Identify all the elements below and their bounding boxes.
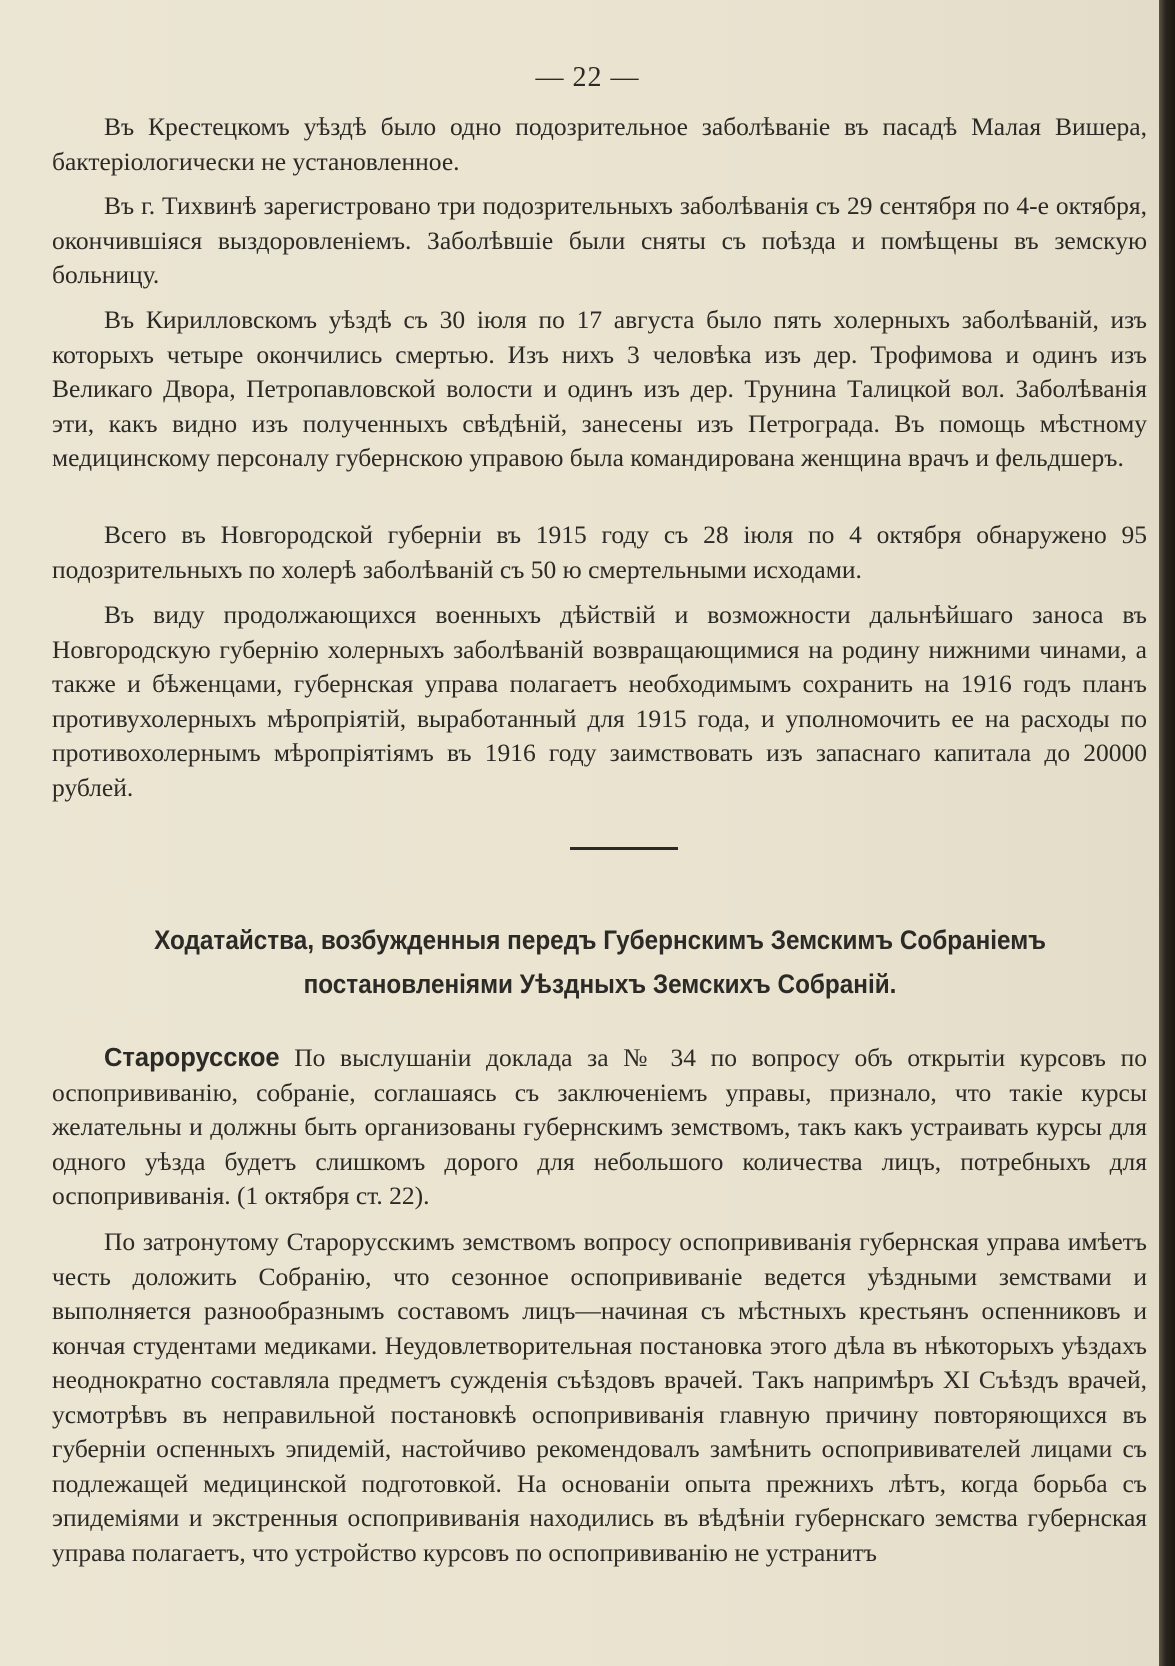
- lead-word: Старорусское: [104, 1044, 280, 1072]
- section-heading-line1: Ходатайства, возбужденныя передъ Губернскимъ Земскимъ Собраніемъ: [154, 925, 1046, 955]
- section-heading-line2: постановленіями Уѣздныхъ Земскихъ Собраній.: [303, 969, 897, 999]
- paragraph-total: Всего въ Новгородской губерніи въ 1915 году съ 28 іюля по 4 октября обнаружено 95 подозрительныхъ по холерѣ заболѣваній съ 50 ю смертельными исходами.: [52, 520, 1147, 584]
- page-number: — 22 —: [535, 62, 640, 93]
- paragraph-vaccination: По затронутому Старорусскимъ земствомъ вопросу оспопрививанія губернская управа имѣетъ честь доложить Собранію, что сезонное оспопрививаніе ведется уѣздными земствами и выполняется разнообразнымъ составомъ лицъ—начиная съ мѣстныхъ крестьянъ оспенниковъ и кончая студентами медиками. Неудовлетворительная постановка этого дѣла въ нѣкоторыхъ уѣздахъ неоднократно составляла предметъ сужденія съѣздовъ врачей. Такъ напримѣръ XI Съѣздъ врачей, усмотрѣвъ въ неправильной постановкѣ оспопрививанія главную причину повторяющихся въ губерніи оспенныхъ эпидемій, настойчиво рекомендовалъ замѣнить оспопрививателей лицами съ подлежащей медицинской подготовкой. На основаніи опыта прежнихъ лѣтъ, когда борьба съ эпидеміями и экстренныя оспопрививанія находились въ вѣдѣніи губернскаго земства губернская управа полагаетъ, что устройство курсовъ по оспопрививанію не устранитъ: [52, 1227, 1147, 1567]
- paragraph-starorusskoe-text: По выслушаніи доклада за № 34 по вопросу объ открытіи курсовъ по оспопрививанію, собраніе, соглашаясь съ заключеніемъ управы, признало, что такіе курсы желательны и должны быть организованы губернскимъ земствомъ, такъ какъ устраивать курсы для одного уѣзда будетъ слишкомъ дорого для небольшого количества лицъ, потребныхъ для оспопрививанія. (1 октября ст. 22).: [52, 1043, 1147, 1210]
- paragraph-tikhvin: Въ г. Тихвинѣ зарегистровано три подозрительныхъ заболѣванія съ 29 сентября по 4-е октября, окончившіяся выздоровленіемъ. Заболѣвшіе были сняты съ поѣзда и помѣщены въ земскую больницу.: [52, 191, 1147, 289]
- section-divider: [570, 847, 678, 850]
- paragraph-starorusskoe: [52, 1041, 1147, 1214]
- page-edge-shadow: [1159, 0, 1175, 1666]
- paragraph-krestetsky: Въ Крестецкомъ уѣздѣ было одно подозрительное заболѣваніе въ пасадѣ Малая Вишера, бактеріологически не установленное.: [52, 112, 1147, 176]
- paragraph-kirillov: Въ Кирилловскомъ уѣздѣ съ 30 іюля по 17 августа было пять холерныхъ заболѣваній, изъ которыхъ четыре окончились смертью. Изъ нихъ 3 человѣка изъ дер. Трофимова и одинъ изъ Великаго Двора, Петропавловской волости и одинъ изъ дер. Трунина Талицкой вол. Заболѣванія эти, какъ видно изъ полученныхъ свѣдѣній, занесены изъ Петрограда. Въ помощь мѣстному медицинскому персоналу губернскою управою была командирована женщина врачъ и фельдшеръ.: [52, 305, 1147, 472]
- paragraph-proposal: Въ виду продолжающихся военныхъ дѣйствій и возможности дальнѣйшаго заноса въ Новгородскую губернію холерныхъ заболѣваній возвращающимися на родину нижними чинами, а также и бѣженцами, губернская управа полагаетъ необходимымъ сохранить на 1916 годъ планъ противухолерныхъ мѣропріятій, выработанный для 1915 года, и уполномочить ее на расходы по противохолернымъ мѣропріятіямъ въ 1916 году заимствовать изъ запаснаго капитала до 20000 рублей.: [52, 600, 1147, 802]
